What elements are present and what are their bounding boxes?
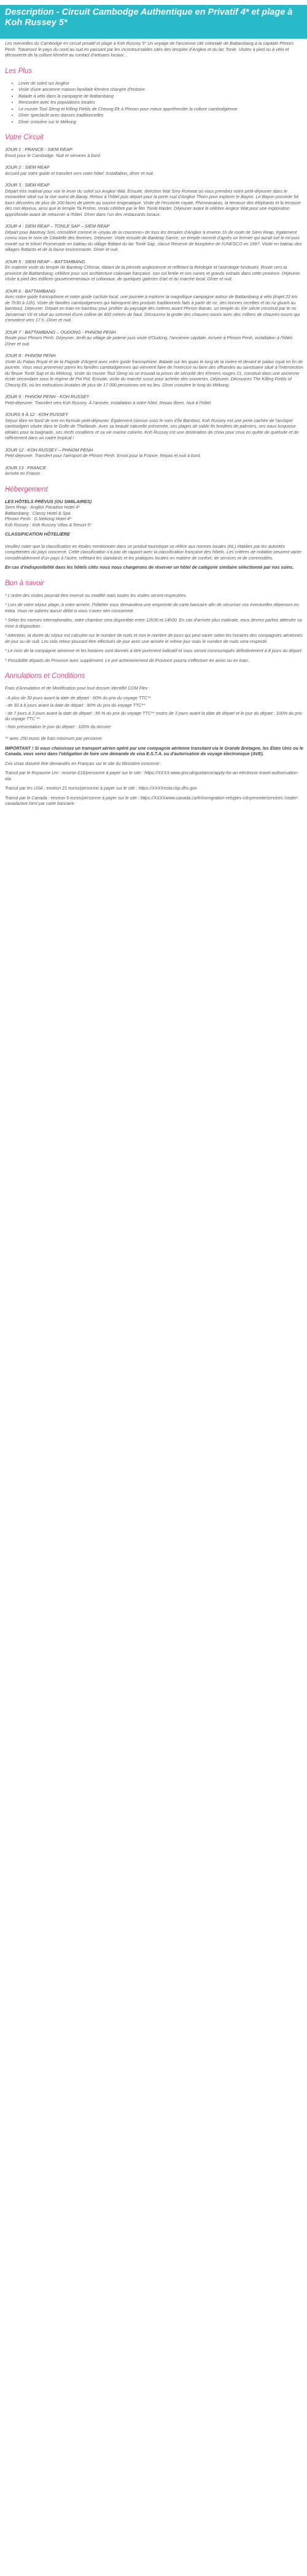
note-paragraph: * Selon les normes internationales, votre chambre sera disponible entre 12h30 et 14h00. En cas d'arrivée plus matinale, vous devrez parfois attendre sa mise à disposition. bbox=[5, 617, 302, 629]
day-title: JOUR 2 : SIEM REAP bbox=[5, 164, 50, 170]
day-block bbox=[5, 288, 303, 323]
hotel-item: Phnom Penh : G Mekong Hotel 4* bbox=[5, 516, 72, 521]
fee-note: ** avec 250 euros de frais minimum par personne bbox=[5, 736, 102, 741]
day-block bbox=[5, 447, 303, 459]
note-paragraph: * Le nom de la compagnie aérienne et les horaires sont donnés à titre purement indicatif et vous seront communiqués définitivement à 8 jours du départ. bbox=[5, 648, 303, 653]
transit-item: Transit par les USA : environ 21 euros/personne à payer sur le site : https://XXXXesta.cbp.dhs.gov bbox=[5, 785, 197, 791]
plus-list bbox=[5, 80, 303, 125]
day-text: Envol pour le Cambodge. Nuit et services à bord. bbox=[5, 152, 101, 158]
day-text: Visite du Palais Royal et de la Pagode d'Argent avec votre guide francophone. Balade sur les quais le long de la rivière et devant le palais royal en fin de journée. Vous vous promenez parmi les familles cambodgiennes qui viennent faire de l'exercice ou faire des offrandes au sanctuaire situé à l'intersection du fleuve Tonlé Sap et du Mékong. Visite du musée Toul Sleng où se trouvait la prison de sécurité des Khmers rouges 21, construit dans une ancienne école secondaire sous le régime de Pol Pot. Ensuite, visite du marché russe pour acheter des souvenirs. Déjeuner. Découvrez The Killing Fields of Cheung Ek, où les exécutions brutales de plus de 17 000 personnes ont eu lieu. Dîner croisière le long du Mékong. bbox=[5, 358, 303, 388]
day-title: JOUR 1 : FRANCE - SIEM REAP bbox=[5, 147, 72, 152]
day-text: Petit-déjeuner. Transfert pour l'aéroport de Phnom Penh. Envol pour la France. Repas et nuit à bord. bbox=[5, 453, 201, 458]
day-title: JOUR 4 : SIEM REAP – TONLE SAP – SIEM REAP bbox=[5, 223, 110, 229]
day-block bbox=[5, 465, 303, 477]
day-block bbox=[5, 412, 303, 441]
intro-text: Les merveilles du Cambodge en circuit privatif et plage à Koh Russey 5* Un voyage de l'ancienne cité coloniale de Battambang à la capitale Phnom Penh. Traversez le pays du nord au sud en passant par les incontournables sites des temples d'Angkor et du lac Tonle. Visites à pied ou à vélo et découverte de la culture khmère au contact d'artisans locaux… bbox=[5, 40, 294, 58]
hebergement-heading: Hébergement bbox=[5, 485, 48, 493]
list-item: • Rencontre avec les populations locales bbox=[18, 99, 303, 106]
day-text: Départ très matinal pour voir le lever du soleil sur Angkor Wat. Ensuite, direction Wat Srey Romeat où vous prendrez votre petit-déjeuner dans le monastère situé sur la rive ouest de Baray. Retour à l'hôtel puis départ pour la porte sud d'Angkor Thom pour explorer le Bayon. Le Bayon possède 54 tours décorées de plus de 200 faces de pierre au sourire énigmatique. Visite de l'enceinte royale, Phimeanakas, la terrasse des éléphants et la terrasse des rois lépreux, ainsi que le temple Ta Prohm, rendu célèbre par le film Tomb Raider. Déjeuner avant le célèbre Angkor Wat pour une exploration approfondie avant de retourner à l'hôtel. Dîner dans l'un des restaurants locaux. bbox=[5, 188, 301, 217]
day-block bbox=[5, 182, 303, 217]
day-text: Accueil par votre guide et transfert vers votre hôtel. Installation, dîner et nuit. bbox=[5, 170, 154, 176]
list-item: • Dîner croisière sur le Mékong bbox=[18, 119, 303, 125]
hotel-item: Siem Reap : Angkor Paradise Hotel 4* bbox=[5, 504, 80, 510]
day-text: Route pour Phnom Penh. Déjeuner. Arrêt au village de poterie puis visite d'Oudong, l'ancienne capitale. Arrivée à Phnom Penh, installation à l'hôtel. Dîner et nuit. bbox=[5, 335, 293, 347]
important-text: Si vous choisissez un transport aérien opéré par une compagnie aérienne transitant via le Grande Bretagne, les États Unis ou le Canada, vous serez dans l'obligation de faire une demande de visa E.S.T.A. ou d'autorisation de voyage électronique (AVE). bbox=[5, 745, 303, 756]
day-title: JOUR 6 : BATTAMBANG bbox=[5, 288, 56, 294]
day-title: JOUR 3 : SIEM REAP bbox=[5, 182, 50, 188]
annulations-heading: Annulations et Conditions bbox=[5, 672, 85, 680]
day-block bbox=[5, 259, 303, 282]
note-paragraph: * Lors de votre séjour plage, à votre arrivée, l'hôtelier vous demandera une empreinte de carte bancaire afin de sécuriser vos éventuelles dépenses en extra. Vous ne subirez aucun débit si vous n'avez rien consommé. bbox=[5, 602, 299, 613]
circuit-heading: Votre Circuit bbox=[5, 134, 44, 141]
day-text: Petit-déjeuner. Transfert vers Koh Russey. À l'arrivée, installation à votre hôtel. Repas libres. Nuit à l'hôtel. bbox=[5, 399, 212, 406]
bon-savoir-heading: Bon à savoir bbox=[5, 579, 44, 587]
title-banner bbox=[0, 5, 307, 39]
indispo-text: En cas d'indisponibilité dans les hôtels cités nous nous chargerons de réserver un hôtel de catégorie similaire sélectionné par nos soins. bbox=[5, 564, 294, 570]
day-block bbox=[5, 223, 303, 253]
day-text: En matinée visite du temple de Banteay Chhmar, datant de la période angkorienne et reflétant la théologie et l'astrologie hindoues. Route vers la province de Battambang, célèbre pour son architecture coloniale française, son sol fertile et ses ruines et grands extraits dans cette province. Déjeuner. Visite à pied des édifices gouvernementaux et coloniaux, de quelques galeries d'art et du marché local. Dîner et nuit. bbox=[5, 264, 301, 282]
classification-title: CLASSIFICATION HÔTELIÈRE bbox=[5, 531, 70, 537]
annulation-intro: Frais d'Annulation et de Modification pour tout dossier Identifié CDM Flex : bbox=[5, 685, 150, 691]
day-title: JOUR 5 : SIEM REAP – BATTAMBANG bbox=[5, 258, 85, 264]
list-item: • Balade à vélo dans la campagne de Battambang bbox=[18, 93, 303, 99]
day-title: JOURS 9 À 12 : KOH RUSSEY bbox=[5, 412, 69, 417]
day-title: JOUR 9 : PHNOM PENH - KOH RUSSEY bbox=[5, 394, 90, 399]
list-item: • Lever de soleil sur Angkor bbox=[18, 80, 303, 87]
transit-item: Transit par le Canada : environ 5 euros/personne à payer sur le site : https://XXXXwww.canada.ca/fr/immigration-refugies-citoyennete/services /visiter-canada/ave.html par carte bancaire. bbox=[5, 794, 298, 806]
list-item: • Dîner spectacle avec danses traditionnelles bbox=[18, 112, 303, 118]
classification-text: Veuillez noter que la classification en étoiles mentionnée dans ce produit touristique se réfère aux normes locales (NL) établies par les autorités compétentes du pays concerné. Cette classification n'a pas de rapport avec la classification française des hôtels. Les critères de notation peuvent varier considérablement d'un pays à l'autre, reflétant les standards et les pratiques locales en matière de confort, de services et de commodités. bbox=[5, 543, 302, 561]
note-paragraph: * Attention, la durée du séjour est calculée sur le nombre de nuits et non le nombre de jours qui peut varier selon les horaires des compagnies aériennes de jour ou de nuit. Les vols retour pouvant être effectués de jour avec une arrivée le même jour mais le nombre de nuits sera respecté. bbox=[5, 632, 303, 644]
note-paragraph: * Possibilité départs de Province avec supplément. Le pré acheminement de Province pourra s'effectuer en avion ou en train. bbox=[5, 657, 249, 663]
day-title: JOUR 13 : FRANCE bbox=[5, 464, 46, 471]
day-title: JOUR 12 : KOH RUSSEY – PHNOM PENH bbox=[5, 447, 93, 453]
fee-item: - Non présentation le jour du départ : 100% du dossier bbox=[5, 723, 111, 729]
list-item: • Visite d'une ancienne maison familiale khmère chargée d'histoire bbox=[18, 87, 303, 93]
important-paragraph bbox=[5, 745, 303, 757]
note-paragraph: * L'ordre des visites pourrait être inversé ou modifié mais toutes les visites seront respectées. bbox=[5, 592, 187, 598]
day-text: Départ pour Banteay Srei, considéré comme le «joyau de la couronne» de tous les temples d'Angkor à environ 1h de route de Siem Reap, également connu sous le nom de Citadelle des femmes. Déjeuner. Visite ensuite de Banteay Samre, un temple nommé d'après un fermier qui aurait tué le roi puis monté sur le trône! Promenade en bateau du village flottant du lac Tonlé Sap, classé Réserve de biosphère de l'UNESCO en 1997. Visite en bateau des villages flottants et de la faune environnante. Dîner et nuit. bbox=[5, 229, 302, 252]
fee-item: - de 30 à 8 jours avant la date de départ : 80% du prix du voyage TTC** bbox=[5, 702, 146, 708]
hotel-item: Koh Russey : Koh Russey Villas & Resort 5* bbox=[5, 521, 92, 528]
day-title: JOUR 8 : PHNOM PENH bbox=[5, 353, 56, 358]
day-text: Séjour libre en bord de mer en formule petit-déjeuner. Également connue sous le nom d'île Bamboo, Koh Russey est une perle cachée de l'archipel cambodgien située dans le Golfe de Thaïlande. Avec sa beauté naturelle préservée, ses plages de sable fin bordées de palmiers, ses eaux turquoise idéales pour la baignade, ses récifs coralliens et sa vie marine colorée, Koh Russey est une destination de choix pour ceux en quête de quiétude et de raffinement dans un cadre tropical ! bbox=[5, 417, 299, 440]
hotel-item: Battambang : Classy Hotel & Spa bbox=[5, 510, 71, 516]
hotels-subheading: LES HÔTELS PRÉVUS (OU SIMILAIRES) bbox=[5, 498, 92, 504]
list-item: • Le musée Toul Sleng et Killing Fields de Cheung Ek à Phnom pour mieux appréhender la culture cambodgienne bbox=[18, 106, 303, 112]
fee-item: - de 7 jours à 3 jours avant la date de départ : 95 % du prix du voyage TTC** moins de 3 jours avant la date de départ et le jour du départ : 100% du prix du voyage TTC ** bbox=[5, 710, 302, 721]
important-label: IMPORTANT ! bbox=[5, 745, 35, 751]
visa-intro: Ces visas doivent être demandés en Français sur le site du Ministère concerné : bbox=[5, 760, 162, 766]
day-block bbox=[5, 147, 303, 158]
day-block bbox=[5, 164, 303, 176]
fee-item: - A plus de 30 jours avant la date de départ : 60% du prix du voyage TTC** bbox=[5, 694, 151, 701]
page-title: Description - Circuit Cambodge Authentique en Privatif 4* et plage à Koh Russey 5* bbox=[5, 7, 293, 28]
day-block bbox=[5, 329, 303, 347]
content bbox=[5, 40, 303, 810]
day-text: Arrivée en France. bbox=[5, 471, 42, 476]
day-text: Avec notre guide francophone et notre guide cycliste local, une journée à explorer la magnifique campagne autour de Battambang à vélo (trajet 22 km de 7h30 à 12h). Visite de familles cambodgiennes qui fabriquent des produits traditionnels faits à partir de riz, des bonnes recettes et du riz gluant au bambou). Déjeuner. Départ en train en bambou pour profiter du paysage des rizières avant Phnom Banan, un temple du XIe siècle construit par le roi Jarvarman VII et situé au sommet d'une colline de 400 mètres de haut. Découvrez la grotte des chauves-souris avec des milliers de chauves-souris qui s'envolent vers 17 h. Dîner et nuit. bbox=[5, 294, 300, 323]
day-block bbox=[5, 394, 303, 406]
plus-heading: Les Plus bbox=[5, 67, 33, 75]
transit-item: Transit par le Royaume Uni : environ £16/personne à payer sur le site : https://XXXX.www.gov.uk/guidance/apply-for-an-electronic-travel-authorisation-eta bbox=[5, 770, 299, 782]
day-title: JOUR 7 : BATTAMBANG – OUDONG - PHNOM PENH bbox=[5, 329, 116, 335]
day-block bbox=[5, 353, 303, 388]
